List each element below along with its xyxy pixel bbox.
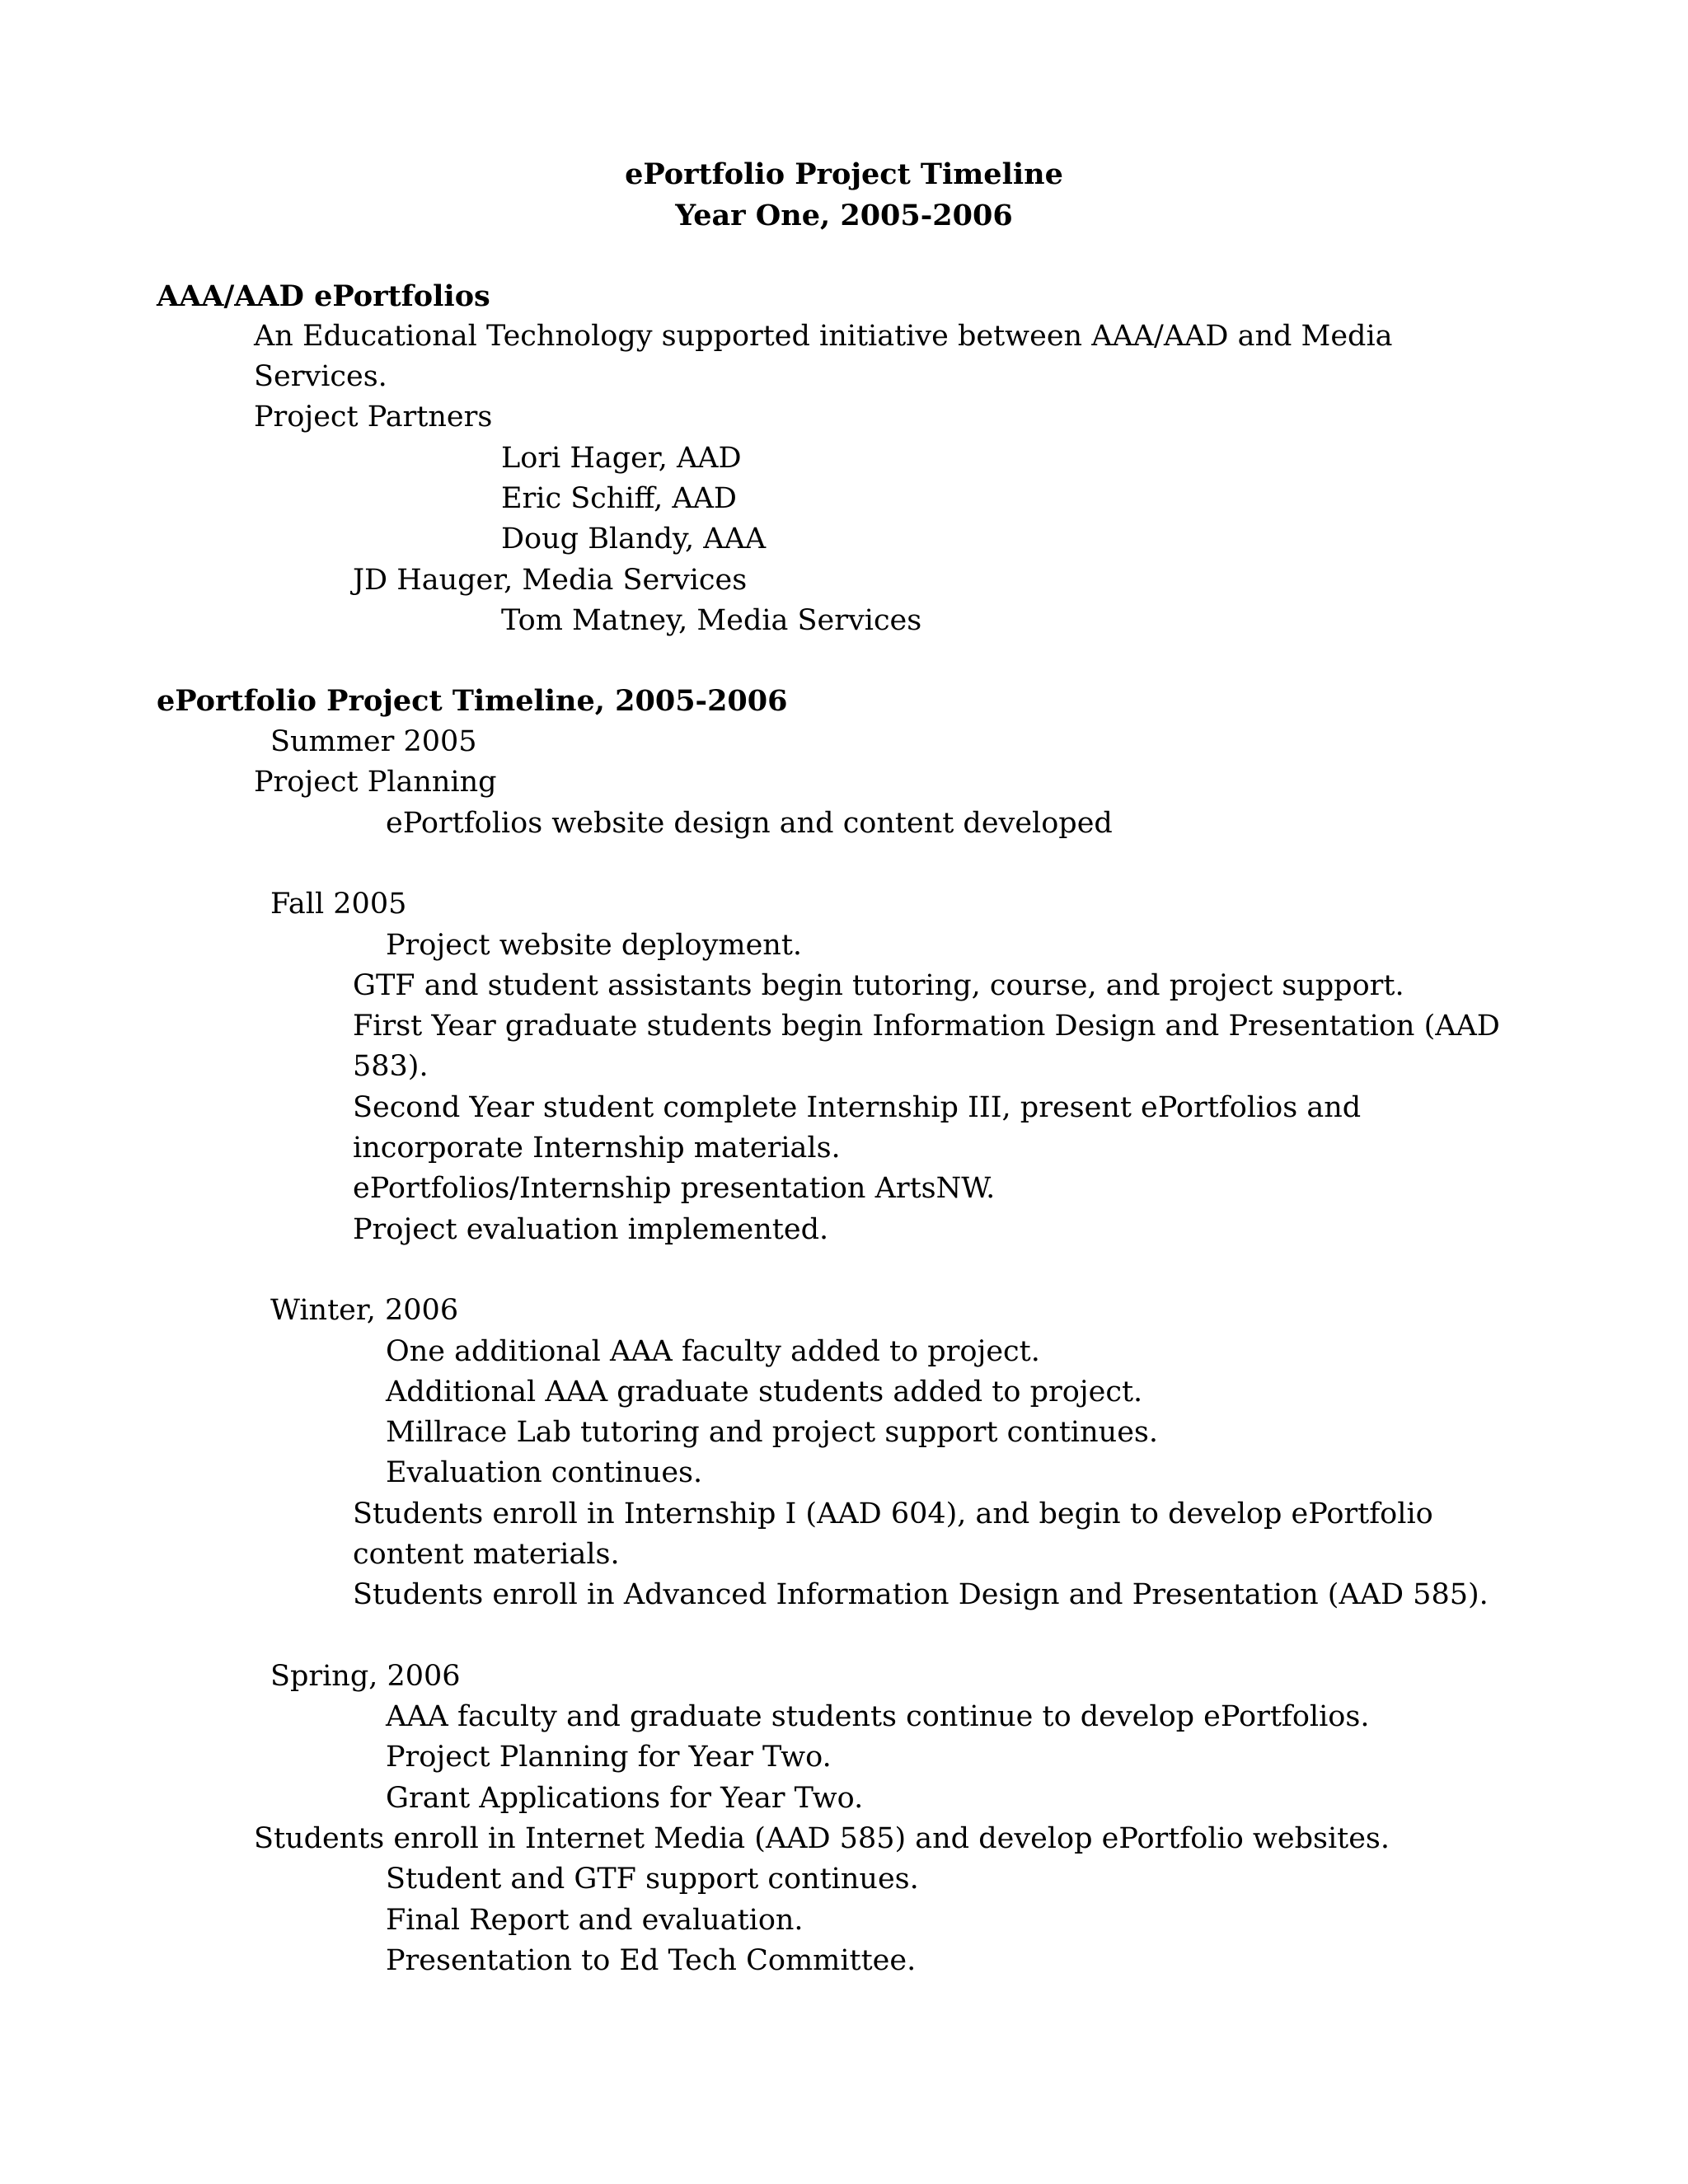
timeline-item: Project evaluation implemented. [353,1213,829,1246]
timeline-item: Student and GTF support continues. [386,1863,919,1896]
timeline-item: ePortfolios website design and content developed [386,807,1113,840]
timeline-item: AAA faculty and graduate students continue to develop ePortfolios. [386,1700,1370,1733]
term-heading-winter: Winter, 2006 [270,1294,459,1327]
timeline-item: ePortfolios/Internship presentation ArtsNW. [353,1172,996,1205]
description-line: An Educational Technology supported initiative between AAA/AAD and Media [254,320,1393,353]
partner-item: Lori Hager, AAD [501,442,742,475]
timeline-item: Students enroll in Internet Media (AAD 585) and develop ePortfolio websites. [254,1822,1390,1855]
term-subheading: Project Planning [254,766,497,799]
section-heading-timeline: ePortfolio Project Timeline, 2005-2006 [157,684,788,718]
timeline-item: Project Planning for Year Two. [386,1741,832,1774]
section-heading-eportfolios: AAA/AAD ePortfolios [157,279,490,313]
page-subtitle: Year One, 2005-2006 [675,199,1013,232]
timeline-item: content materials. [353,1538,620,1571]
partners-label: Project Partners [254,401,493,434]
partner-item: JD Hauger, Media Services [353,564,748,597]
partner-item: Doug Blandy, AAA [501,523,767,555]
page-title: ePortfolio Project Timeline [625,157,1063,191]
partner-item: Eric Schiff, AAD [501,482,737,515]
timeline-item: Additional AAA graduate students added to project. [386,1376,1143,1408]
timeline-item: Students enroll in Advanced Information Design and Presentation (AAD 585). [353,1578,1489,1611]
description-line: Services. [254,360,387,393]
timeline-item: GTF and student assistants begin tutoring, course, and project support. [353,969,1404,1002]
timeline-item: One additional AAA faculty added to project. [386,1335,1040,1368]
timeline-item: Presentation to Ed Tech Committee. [386,1944,917,1977]
timeline-item: Millrace Lab tutoring and project support continues. [386,1416,1159,1449]
timeline-item: Evaluation continues. [386,1456,703,1489]
timeline-item: Students enroll in Internship I (AAD 604), and begin to develop ePortfolio [353,1497,1433,1530]
timeline-item: incorporate Internship materials. [353,1132,841,1165]
term-heading-fall: Fall 2005 [270,888,407,921]
term-heading-summer: Summer 2005 [270,725,477,758]
timeline-item: First Year graduate students begin Information Design and Presentation (AAD [353,1010,1500,1043]
timeline-item: 583). [353,1050,429,1083]
timeline-item: Final Report and evaluation. [386,1904,804,1937]
timeline-item: Grant Applications for Year Two. [386,1782,864,1815]
partner-item: Tom Matney, Media Services [501,604,922,637]
timeline-item: Project website deployment. [386,929,803,962]
timeline-item: Second Year student complete Internship III, present ePortfolios and [353,1091,1362,1124]
term-heading-spring: Spring, 2006 [270,1660,461,1693]
